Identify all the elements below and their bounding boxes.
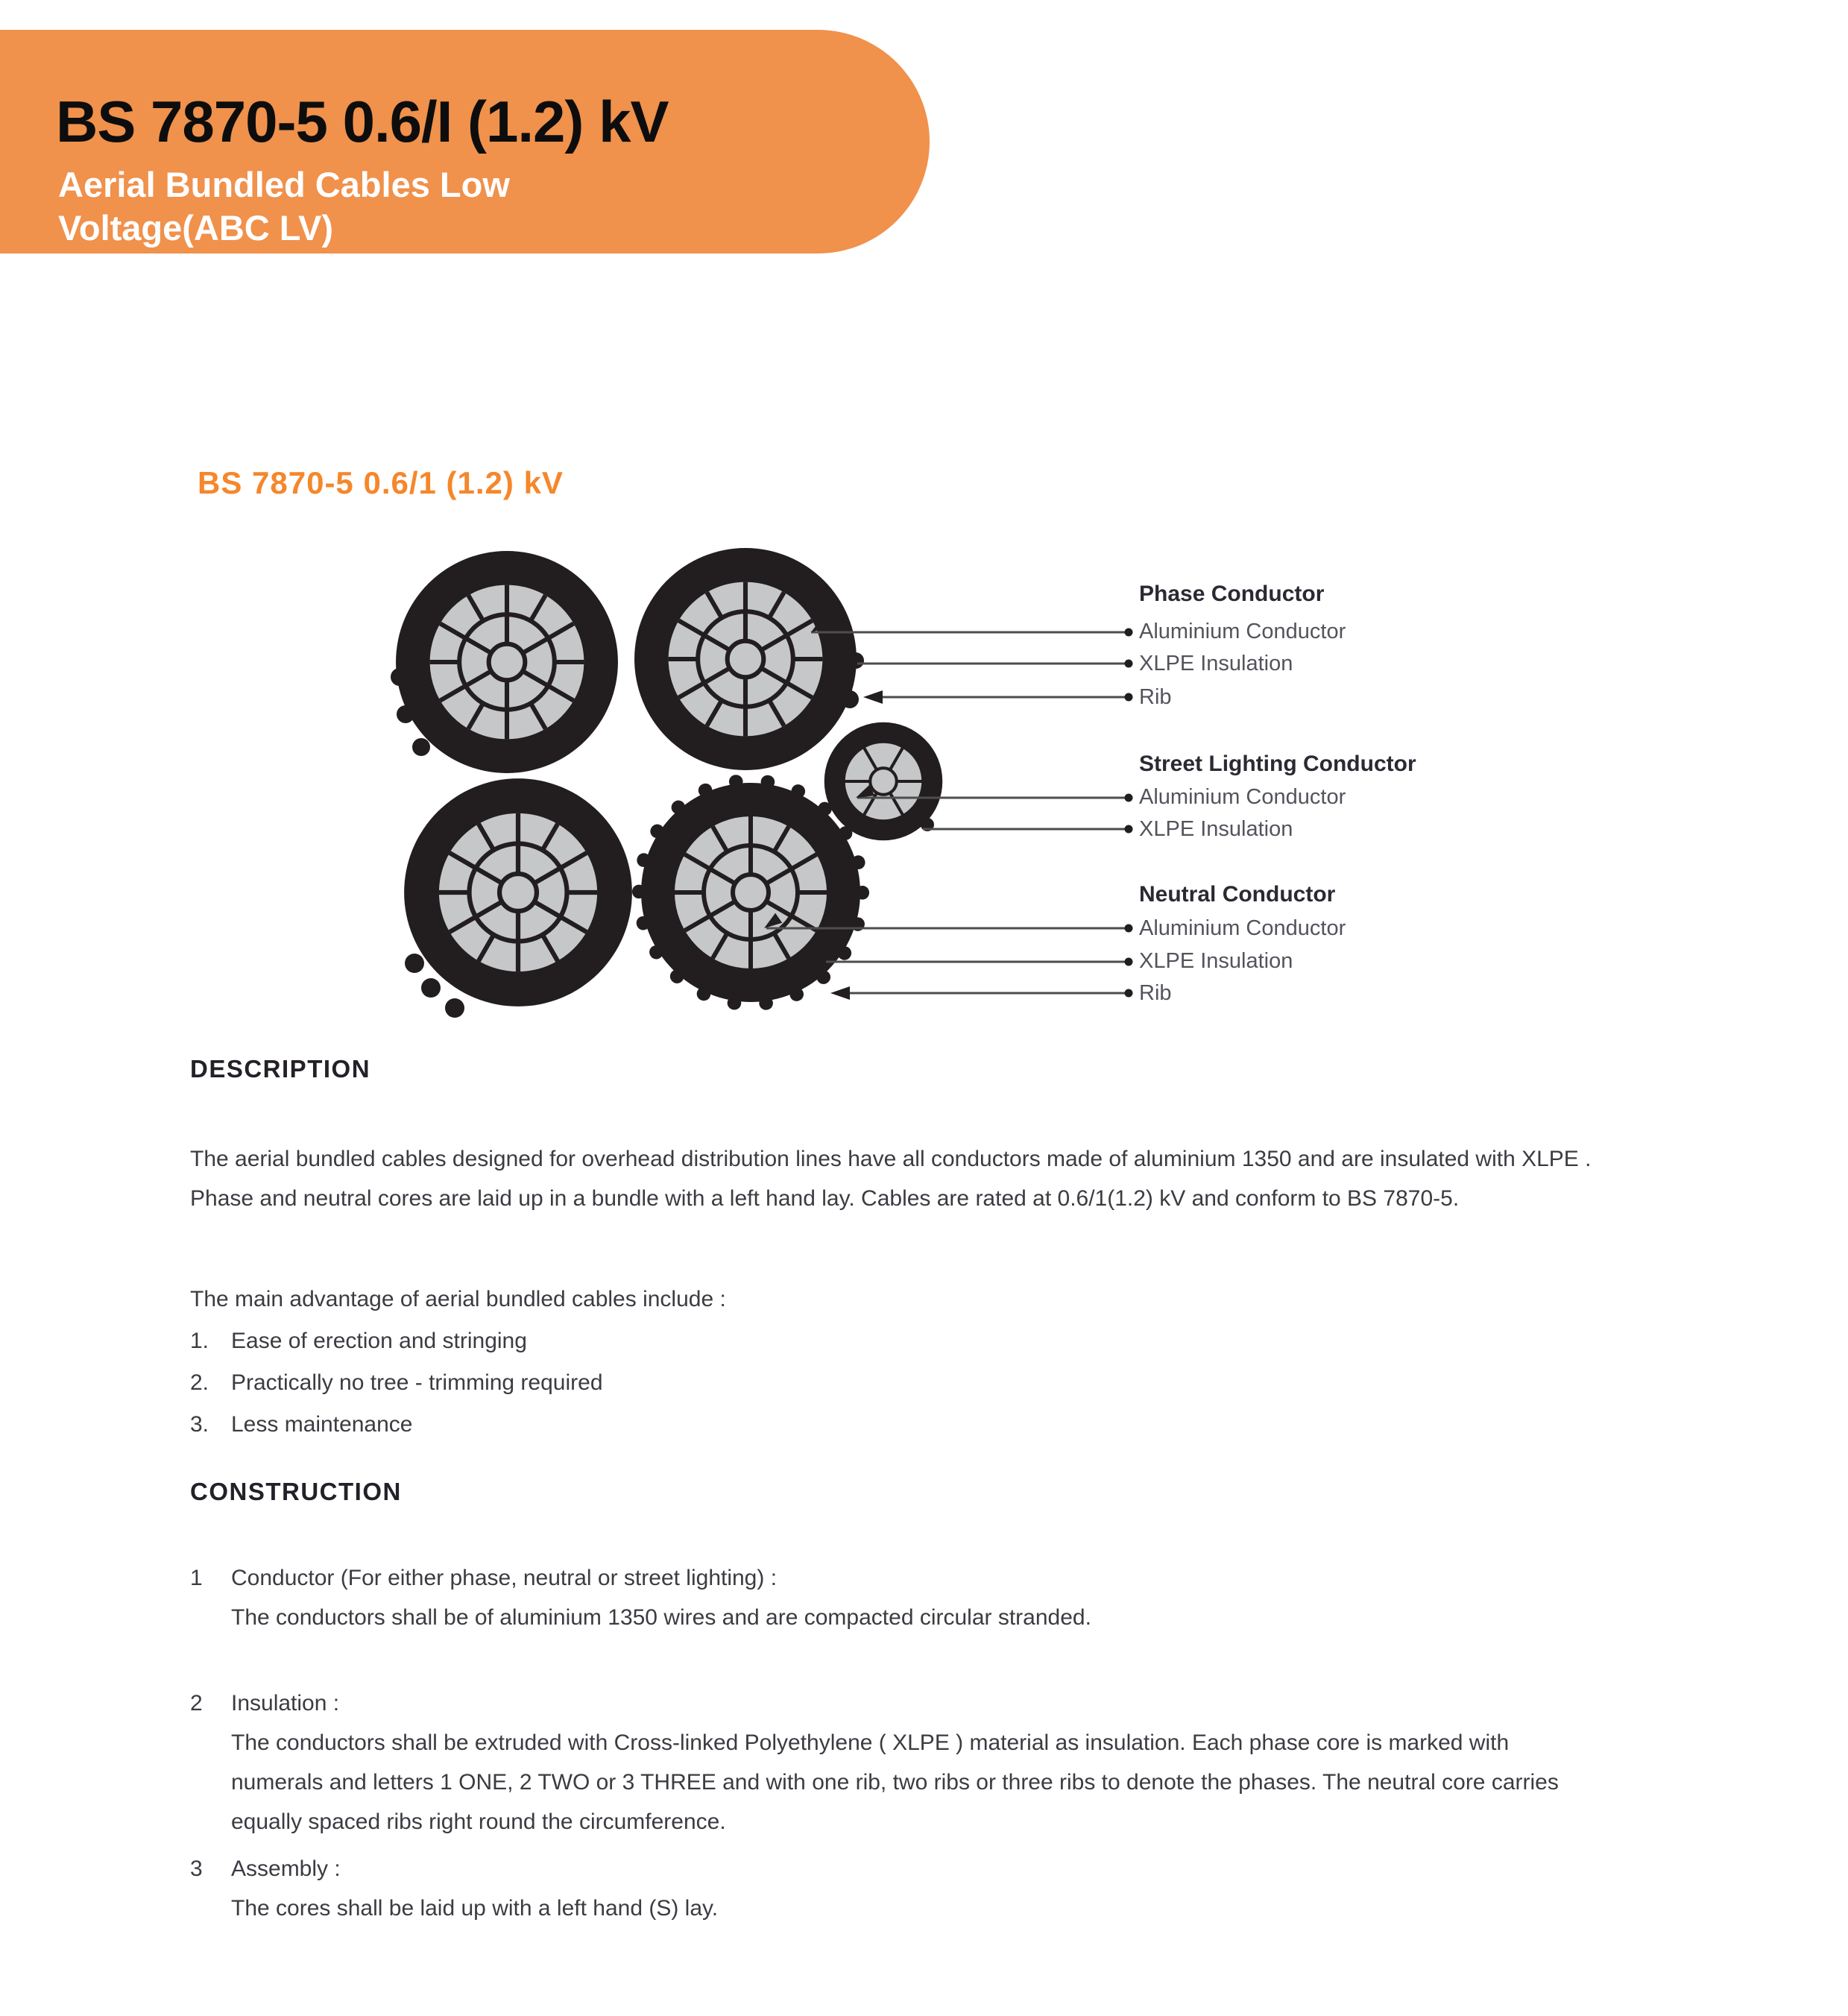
- label-neutral-conductor: Neutral Conductor: [1139, 882, 1336, 907]
- label-phase-xlpe: XLPE Insulation: [1139, 652, 1293, 675]
- page-subtitle-line2: Voltage(ABC LV): [58, 208, 334, 248]
- phase-core-3: [404, 778, 632, 1007]
- construction-item-2-body: The conductors shall be extruded with Cross-linked Polyethylene ( XLPE ) material as insulation. Each phase core is marked with numerals and letters 1 ONE, 2 TWO or 3 THREE and with one rib, two ribs or three ribs to denote the phases. The neutral core carries equally spaced ribs right round the circumference.: [231, 1730, 1559, 1834]
- rib-bump: [397, 705, 414, 723]
- phase-core-1: [396, 551, 618, 773]
- leader-dot: [1125, 958, 1133, 966]
- leader-dot: [1125, 693, 1133, 702]
- label-neutral-rib: Rib: [1139, 981, 1172, 1005]
- construction-heading: CONSTRUCTION: [190, 1478, 402, 1505]
- rib-bump: [848, 652, 864, 669]
- construction-item-1-body: The conductors shall be of aluminium 1350 wires and are compacted circular stranded.: [231, 1605, 1091, 1630]
- construction-item-2-number: 2: [190, 1691, 203, 1716]
- rib-bump: [391, 668, 409, 686]
- section-title: BS 7870-5 0.6/1 (1.2) kV: [198, 465, 564, 500]
- description-heading: DESCRIPTION: [190, 1055, 371, 1083]
- label-phase-rib: Rib: [1139, 685, 1172, 709]
- neutral-core: [641, 783, 860, 1002]
- arrowhead: [830, 986, 850, 1000]
- rib-bump: [421, 978, 441, 998]
- page-subtitle-line1: Aerial Bundled Cables Low: [58, 165, 510, 204]
- phase-core-2: [634, 548, 857, 770]
- leader-lines-phase: [811, 632, 1127, 697]
- leader-dot: [1125, 989, 1133, 998]
- construction-item-3-body: The cores shall be laid up with a left hand (S) lay.: [231, 1896, 719, 1921]
- label-neutral-xlpe: XLPE Insulation: [1139, 949, 1293, 973]
- label-neutral-aluminium: Aluminium Conductor: [1139, 916, 1346, 940]
- label-phase-conductor: Phase Conductor: [1139, 582, 1325, 606]
- leader-dot: [1125, 629, 1133, 637]
- rib-bump: [841, 690, 859, 708]
- advantage-3-number: 3.: [190, 1412, 209, 1437]
- leader-dot: [1125, 794, 1133, 802]
- label-street-lighting-conductor: Street Lighting Conductor: [1139, 752, 1416, 776]
- advantage-2-text: Practically no tree - trimming required: [231, 1370, 603, 1395]
- description-paragraph: The aerial bundled cables designed for overhead distribution lines have all conductors made of aluminium 1350 and are insulated with XLPE . Phase and neutral cores are laid up in a bundle with a left hand lay. Cables are rated at 0.6/1(1.2) kV and conform to BS 7870-5.: [190, 1147, 1592, 1211]
- leader-dot: [1125, 924, 1133, 933]
- construction-item-2-title: Insulation :: [231, 1691, 340, 1716]
- rib-bump: [412, 738, 430, 756]
- leader-dot: [1125, 660, 1133, 668]
- construction-item-3-title: Assembly :: [231, 1856, 341, 1881]
- advantages-intro: The main advantage of aerial bundled cables include :: [190, 1287, 726, 1311]
- leader-dot: [1125, 825, 1133, 834]
- label-phase-aluminium: Aluminium Conductor: [1139, 620, 1346, 643]
- advantage-2-number: 2.: [190, 1370, 209, 1395]
- label-street-xlpe: XLPE Insulation: [1139, 817, 1293, 841]
- advantage-1-text: Ease of erection and stringing: [231, 1329, 527, 1353]
- label-street-aluminium: Aluminium Conductor: [1139, 785, 1346, 809]
- construction-item-1-number: 1: [190, 1566, 203, 1590]
- cable-cross-section-diagram: [373, 522, 1141, 1044]
- construction-item-3-number: 3: [190, 1856, 203, 1881]
- construction-item-1-title: Conductor (For either phase, neutral or street lighting) :: [231, 1566, 778, 1590]
- advantage-1-number: 1.: [190, 1329, 209, 1353]
- rib-bump: [405, 954, 424, 973]
- advantage-3-text: Less maintenance: [231, 1412, 413, 1437]
- rib-bump: [445, 998, 464, 1018]
- arrowhead: [863, 690, 883, 704]
- page-title: BS 7870-5 0.6/I (1.2) kV: [56, 89, 669, 154]
- header-banner: [0, 30, 930, 253]
